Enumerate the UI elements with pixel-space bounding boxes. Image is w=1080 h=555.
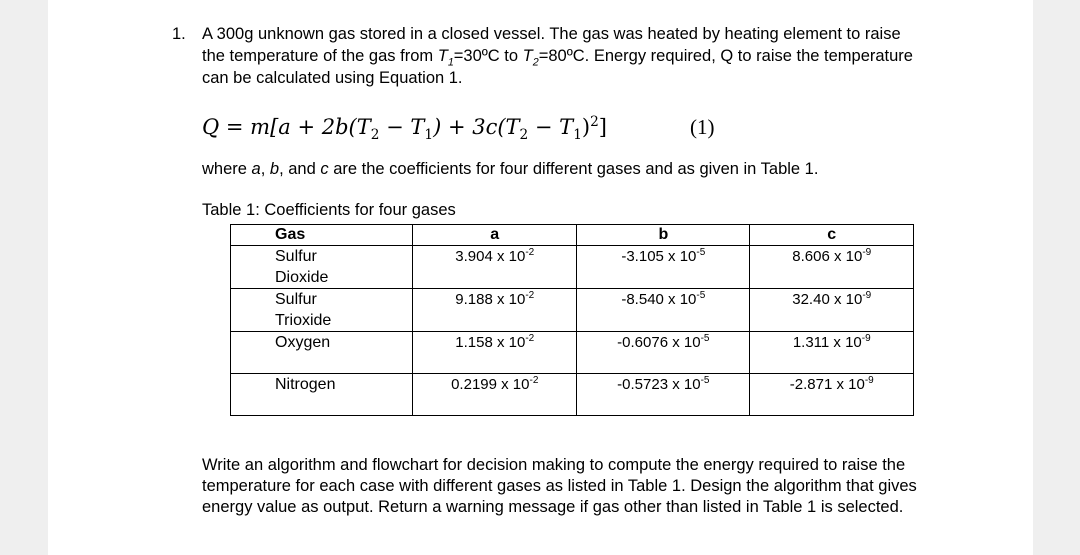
header-c: c (750, 225, 914, 246)
table-row (231, 246, 914, 289)
coefficient-c: -2.871 x $10^{-9}$ (750, 374, 914, 416)
table-row (231, 289, 914, 332)
coefficient-a: 1.158 x $10^{-2}$ (413, 332, 577, 374)
table-caption: Table 1: Coefficients for four gases (202, 201, 456, 219)
coefficient-a: 0.2199 x $10^{-2}$ (413, 374, 577, 416)
coefficients-table (230, 224, 914, 416)
where-paragraph: where a, b, and c are the coefficients for four different gases and as given in Table 1. (202, 160, 819, 178)
gas-name: Sulfur Dioxide (231, 246, 413, 289)
energy-equation: $Q = m[a + 2b(T_2 - T_1) + 3c(T_2 - T_1)^2]$ (202, 114, 607, 144)
table-row (231, 374, 914, 416)
coefficient-c: 8.606 x $10^{-9}$ (750, 246, 914, 289)
equation-number: (1) (690, 115, 715, 139)
header-a: a (413, 225, 577, 246)
coefficient-a: 3.904 x $10^{-2}$ (413, 246, 577, 289)
question-number: 1. (172, 25, 186, 43)
coefficient-a: 9.188 x $10^{-2}$ (413, 289, 577, 332)
header-gas: Gas (231, 225, 413, 246)
gas-name: Nitrogen (231, 374, 413, 416)
task-paragraph: Write an algorithm and flowchart for decision making to compute the energy required to raise the temperature for each case with different gases as listed in Table 1. Design the algorithm that gives energy value as output. Return a warning message if gas other than listed in Table 1 is selected. (202, 456, 917, 516)
table-row (231, 332, 914, 374)
intro-paragraph: A 300g unknown gas stored in a closed vessel. The gas was heated by heating element to raise the temperature of the gas from $T_1=30ºC$ to $T_2=80ºC$. Energy required, Q to raise the temperature can be calculated using Equation 1. (202, 25, 913, 87)
gas-name: Oxygen (231, 332, 413, 374)
header-b: b (577, 225, 750, 246)
table-header-row (231, 225, 914, 246)
coefficient-c: 32.40 x $10^{-9}$ (750, 289, 914, 332)
coefficient-b: -3.105 x $10^{-5}$ (577, 246, 750, 289)
coefficient-b: -0.6076 x $10^{-5}$ (577, 332, 750, 374)
coefficient-c: 1.311 x $10^{-9}$ (750, 332, 914, 374)
coefficient-b: -8.540 x $10^{-5}$ (577, 289, 750, 332)
coefficient-b: -0.5723 x $10^{-5}$ (577, 374, 750, 416)
gas-name: Sulfur Trioxide (231, 289, 413, 332)
